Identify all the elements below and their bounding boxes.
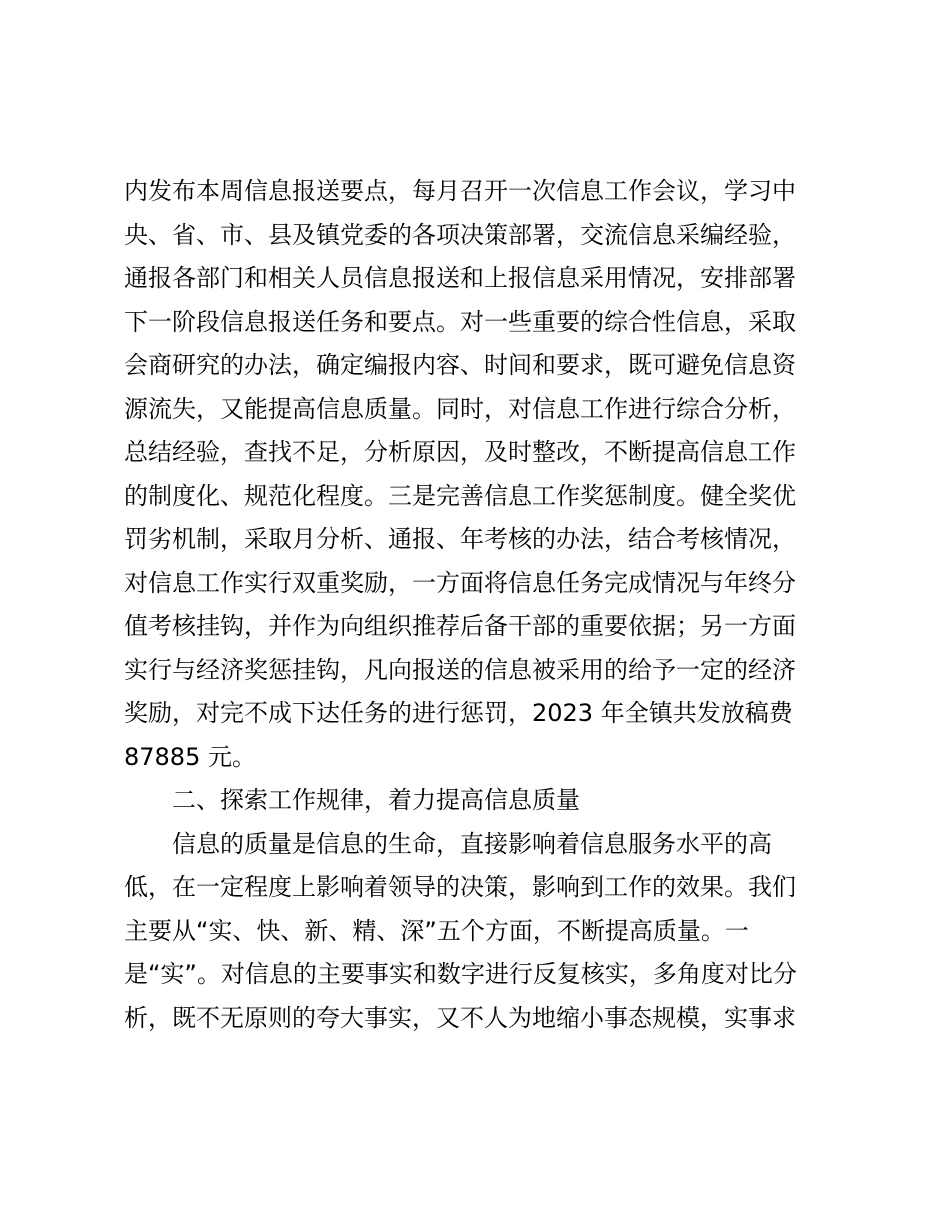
section-heading: 二、探索工作规律，着力提高信息质量 — [172, 786, 580, 814]
text-line: 总结经验，查找不足，分析原因，及时整改，不断提高信息工作 — [124, 438, 796, 466]
text-line: 罚劣机制，采取月分析、通报、年考核的办法，结合考核情况， — [124, 525, 796, 553]
text-line: 的制度化、规范化程度。三是完善信息工作奖惩制度。健全奖优 — [124, 481, 796, 510]
text-line: 央、省、市、县及镇党委的各项决策部署，交流信息采编经验， — [124, 220, 796, 249]
text-line: 主要从“实、快、新、精、深”五个方面，不断提高质量。一 — [124, 916, 749, 945]
text-line: 下一阶段信息报送任务和要点。对一些重要的综合性信息，采取 — [124, 307, 796, 336]
text-line: 值考核挂钩，并作为向组织推荐后备干部的重要依据；另一方面 — [124, 612, 796, 640]
text-line: 低，在一定程度上影响着领导的决策，影响到工作的效果。我们 — [124, 873, 796, 901]
text-line: 会商研究的办法，确定编报内容、时间和要求，既可避免信息资 — [124, 351, 796, 379]
paragraph-first-line: 信息的质量是信息的生命，直接影响着信息服务水平的高 — [172, 829, 772, 858]
text-line: 实行与经济奖惩挂钩，凡向报送的信息被采用的给予一定的经济 — [124, 655, 796, 684]
text-line: 内发布本周信息报送要点，每月召开一次信息工作会议，学习中 — [124, 177, 796, 205]
text-line: 析，既不无原则的夸大事实，又不人为地缩小事态规模，实事求 — [124, 1003, 796, 1032]
text-line: 奖励，对完不成下达任务的进行惩罚，2023 年全镇共发放稿费 — [124, 699, 793, 727]
text-line: 通报各部门和相关人员信息报送和上报信息采用情况，安排部署 — [124, 264, 796, 292]
text-line: 87885 元。 — [124, 742, 256, 771]
document-body — [124, 170, 824, 1040]
text-line: 源流失，又能提高信息质量。同时，对信息工作进行综合分析， — [124, 394, 796, 423]
text-line: 对信息工作实行双重奖励，一方面将信息任务完成情况与年终分 — [124, 568, 796, 597]
text-line: 是“实”。对信息的主要事实和数字进行反复核实，多角度对比分 — [124, 960, 797, 988]
